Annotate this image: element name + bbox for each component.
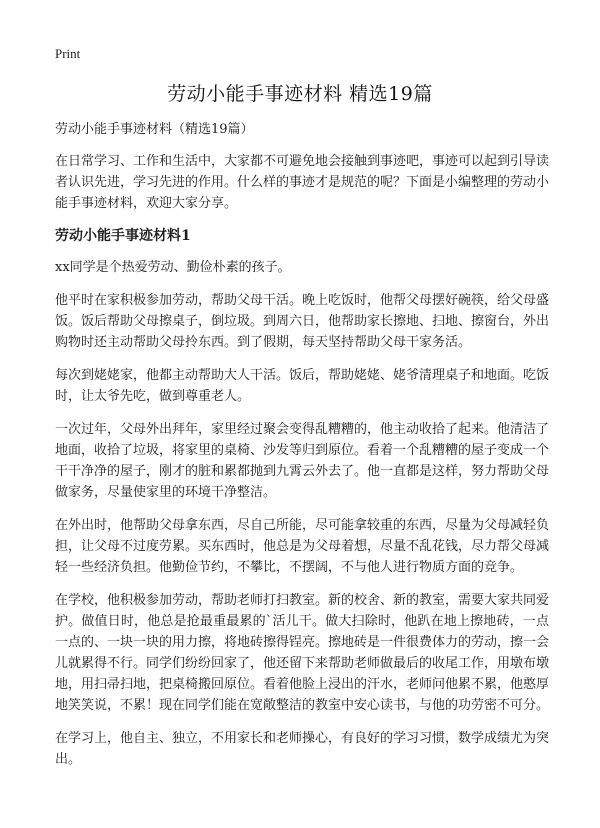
page-title: 劳动小能手事迹材料 精选19篇 — [167, 83, 433, 105]
intro-paragraph: 在日常学习、工作和生活中，大家都不可避免地会接触到事迹吧，事迹可以起到引导读者认识先进，学习先进的作用。什么样的事迹才是规范的呢？下面是小编整理的劳动小能手事迹材料，欢迎大家分享。 — [55, 154, 550, 211]
paragraph-6: 在学校，他积极参加劳动，帮助老师打扫教室。新的校舍、新的教室，需要大家共同爱护。做值日时，他总是抢最重最累的`活儿干。做大扫除时，他趴在地上擦地砖，一点一点的、一块一块的用力擦，将地砖擦得锃亮。擦地砖是一件很费体力的劳动，擦一会儿就累得不行。同学们纷纷回家了，他还留下来帮助老师做最后的收尾工作，用墩布墩地，用扫帚扫地，把桌椅搬回原位。看着他脸上浸出的汗水，老师问他累不累，他憨厚地笑笑说，不累！现在同学们能在宽敞整洁的教室中安心读书，与他的功劳密不可分。 — [55, 593, 550, 713]
paragraph-3: 每次到姥姥家，他都主动帮助大人干活。饭后，帮助姥姥、姥爷清理桌子和地面。吃饭时，让太爷先吃，做到尊重老人。 — [55, 368, 550, 404]
paragraph-2: 他平时在家积极参加劳动，帮助父母干活。晚上吃饭时，他帮父母摆好碗筷，给父母盛饭。饭后帮助父母擦桌子，倒垃圾。到周六日，他帮助家长擦地、扫地、擦窗台，外出购物时还主动帮助父母拎东西。到了假期，每天坚持帮助父母干家务活。 — [55, 293, 550, 350]
paragraph-7: 在学习上，他自主、独立，不用家长和老师操心，有良好的学习习惯，数学成绩尤为突出。 — [55, 731, 550, 767]
article-subtitle: 劳动小能手事迹材料（精选19篇） — [55, 122, 254, 137]
print-link[interactable]: Print — [55, 46, 81, 61]
paragraph-4: 一次过年，父母外出拜年，家里经过聚会变得乱糟糟的，他主动收拾了起来。他清洁了地面，收拾了垃圾，将家里的桌椅、沙发等归到原位。看着一个乱糟糟的屋子变成一个干干净净的屋子，刚才的脏和累都抛到九霄云外去了。他一直都是这样，努力帮助父母做家务，尽量使家里的环境干净整洁。 — [55, 422, 550, 500]
paragraph-5: 在外出时，他帮助父母拿东西，尽自己所能，尽可能拿较重的东西，尽量为父母减轻负担，让父母不过度劳累。买东西时，他总是为父母着想，尽量不乱花钱，尽力帮父母减轻一些经济负担。他勤俭节约，不攀比，不摆阔，不与他人进行物质方面的竞争。 — [55, 518, 550, 575]
section-heading: 劳动小能手事迹材料1 — [55, 228, 191, 244]
article-body — [55, 119, 549, 782]
paragraph-1: xx同学是个热爱劳动、勤俭朴素的孩子。 — [55, 260, 291, 275]
